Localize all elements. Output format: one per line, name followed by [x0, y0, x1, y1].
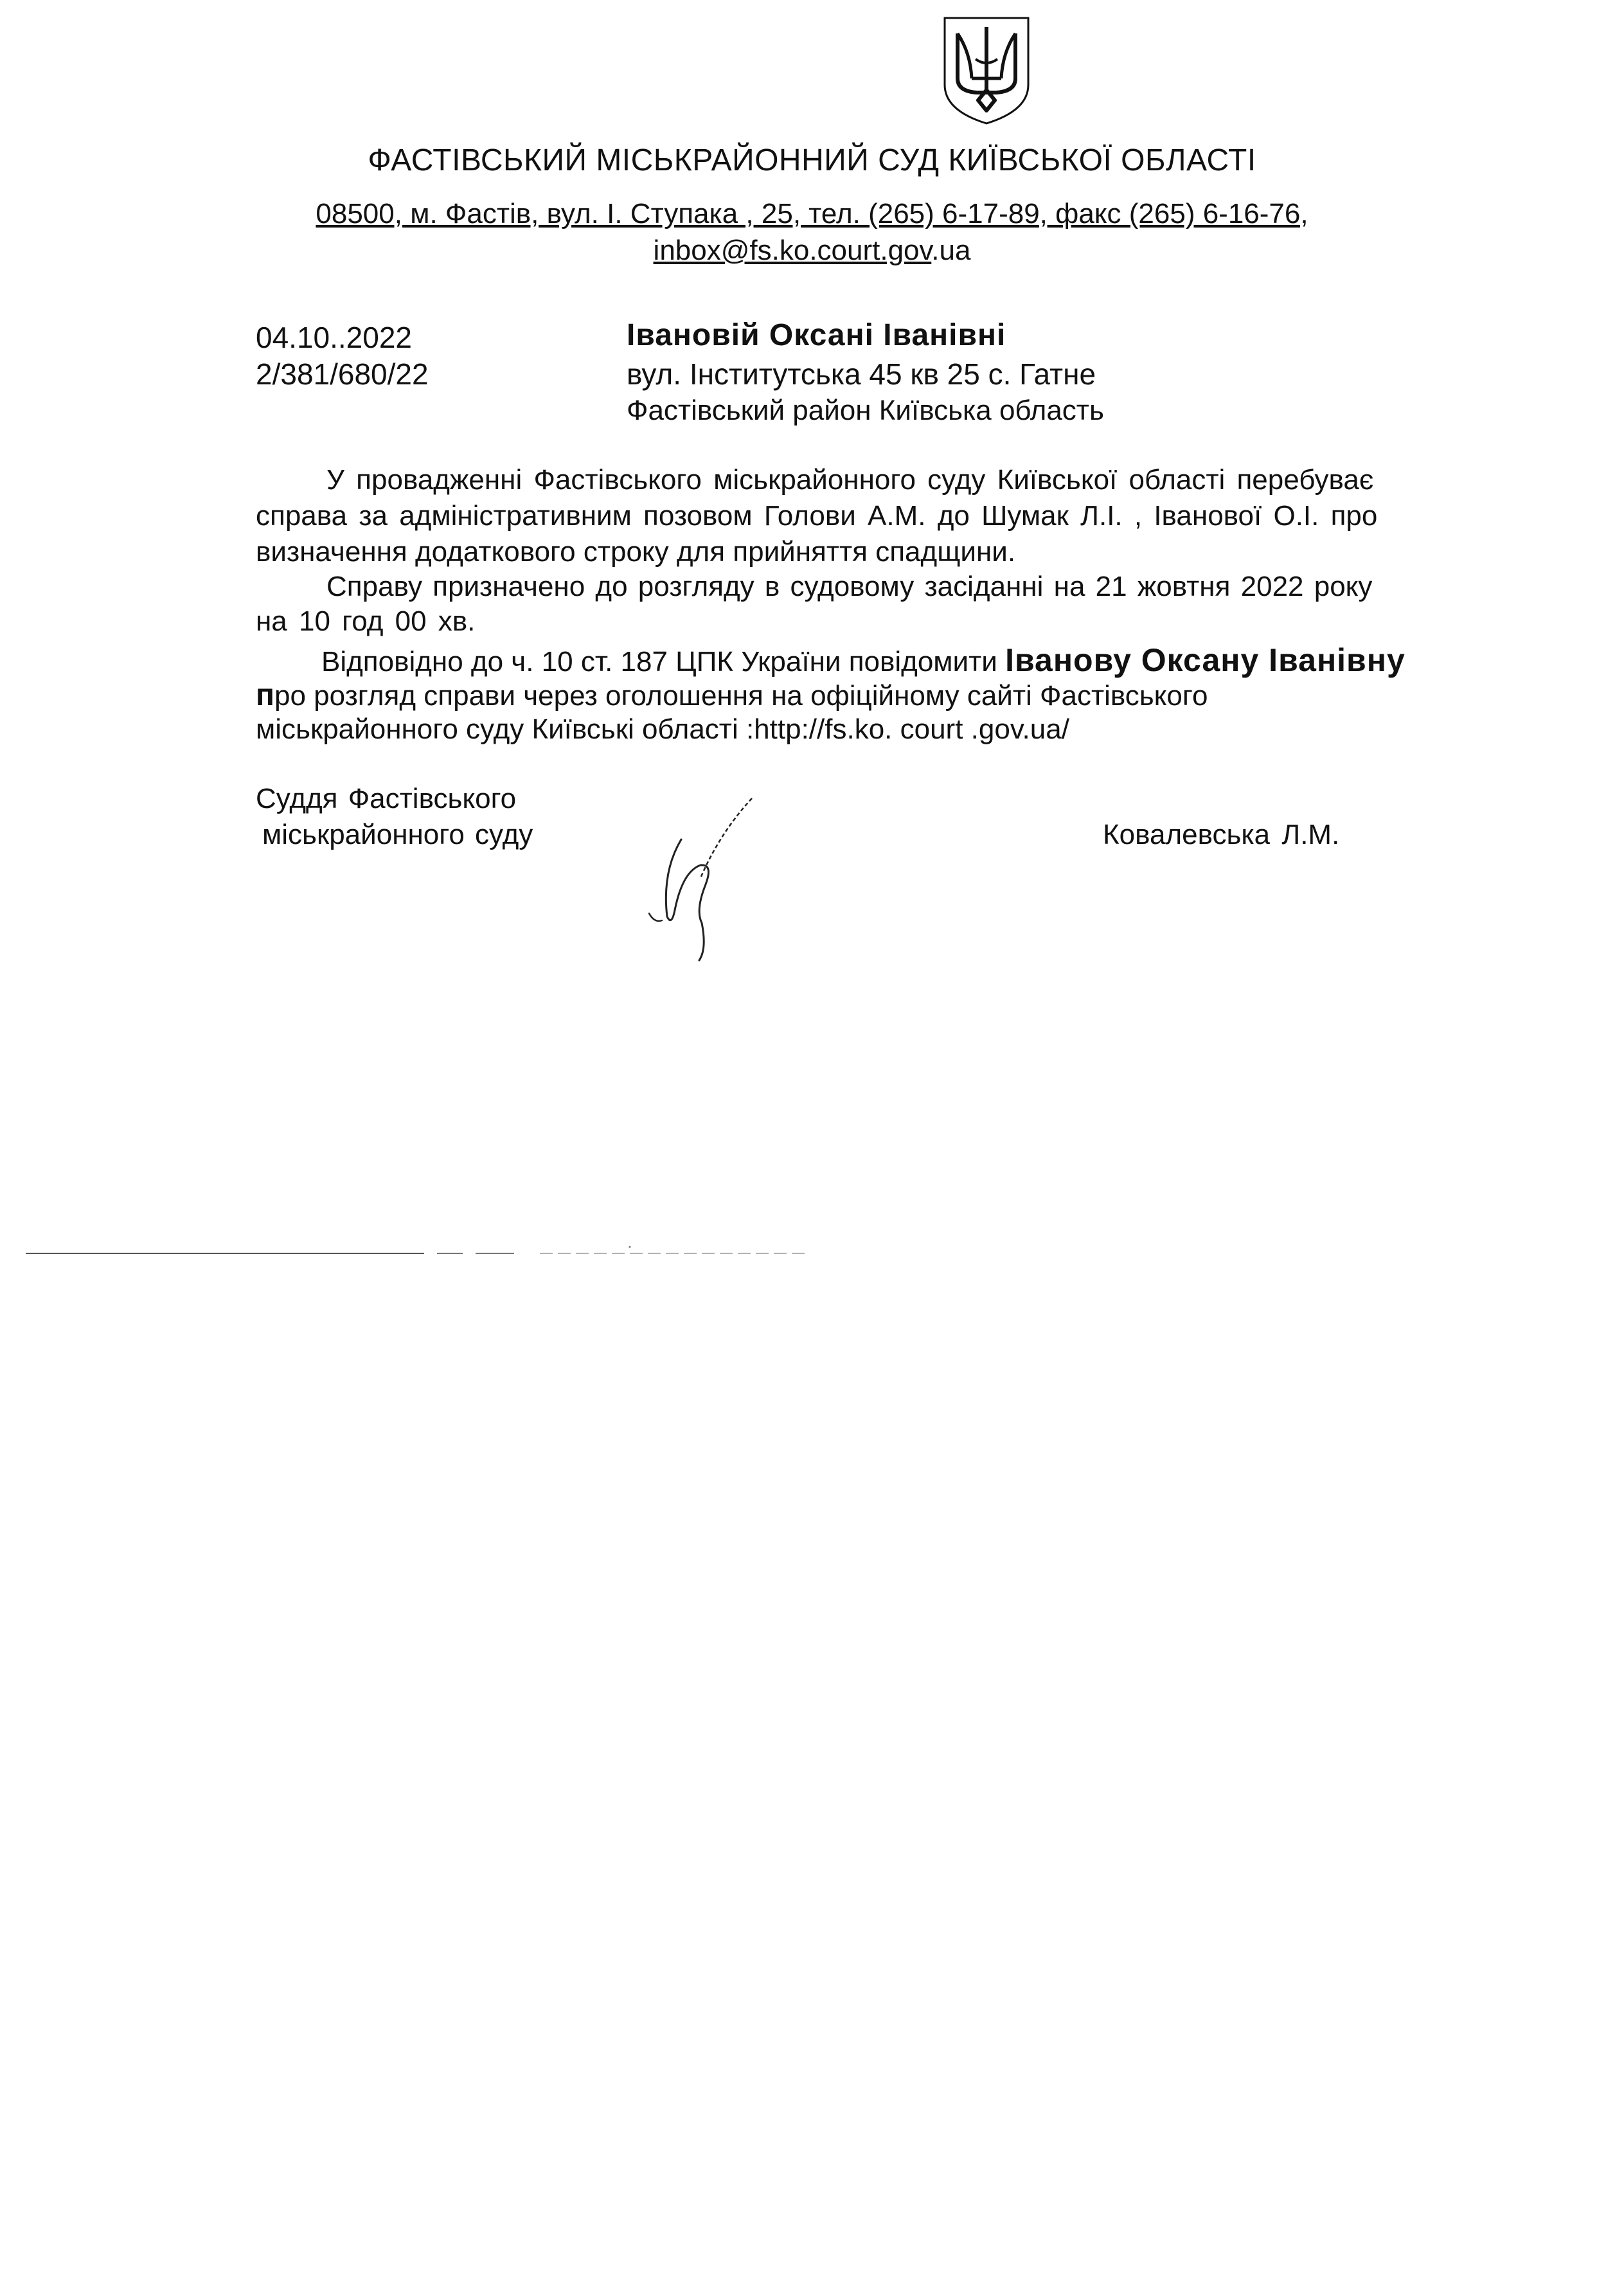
document-date: 04.10..2022 — [256, 321, 413, 354]
paragraph2-line2: на 10 год 00 хв. — [256, 605, 476, 637]
court-address: 08500, м. Фастів, вул. І. Ступака , 25, тел. (265) 6-17-89, факс (265) 6-16-76, — [316, 198, 1308, 229]
recipient-address-line2: Фастівський район Київська область — [627, 395, 1104, 426]
paragraph3-line2 — [256, 677, 1208, 713]
court-email-suffix: .ua — [931, 235, 971, 266]
page-divider-line — [26, 1246, 810, 1259]
judge-title-line2: міськрайонного суду — [262, 819, 533, 850]
court-name: ФАСТІВСЬКИЙ МІСЬКРАЙОННИЙ СУД КИЇВСЬКОЇ ОБЛАСТІ — [368, 143, 1256, 177]
paragraph3-line3: міськрайонного суду Київські області :http://fs.ko. court .gov.ua/ — [256, 713, 1069, 745]
recipient-name: Івановій Оксані Іванівні — [627, 318, 1006, 352]
recipient-address-line1: вул. Інститутська 45 кв 25 с. Гатне — [627, 357, 1096, 391]
judge-title-line1: Суддя Фастівського — [256, 783, 517, 814]
case-number: 2/381/680/22 — [256, 357, 429, 391]
court-email-link[interactable]: inbox@fs.ko.court.gov — [653, 235, 932, 266]
paragraph1-line3: визначення додаткового строку для прийняття спадщини. — [256, 536, 1016, 568]
paragraph3-line2-bold: п — [256, 678, 274, 712]
paragraph3-line2-text: ро розгляд справи через оголошення на офіційному сайті Фастівського — [274, 680, 1208, 712]
court-email — [0, 235, 1624, 267]
paragraph1-line1: У провадженні Фастівського міськрайонного суду Київської області перебуває — [326, 464, 1374, 496]
paragraph3-line1-text: Відповідно до ч. 10 ст. 187 ЦПК України повідомити — [321, 646, 1006, 677]
paragraph2-line1: Справу призначено до розгляду в судовому засіданні на 21 жовтня 2022 року — [326, 571, 1373, 602]
paragraph3-line1-bold: Іванову Оксану Іванівну — [1005, 642, 1405, 678]
trident-emblem-icon — [938, 14, 1035, 127]
paragraph3-line1 — [321, 641, 1405, 679]
judge-name: Ковалевська Л.М. — [1103, 819, 1340, 850]
paragraph1-line2: справа за адміністративним позовом Голови А.М. до Шумак Л.І. , Іванової О.І. про — [256, 500, 1378, 532]
handwritten-signature-icon — [643, 794, 771, 962]
